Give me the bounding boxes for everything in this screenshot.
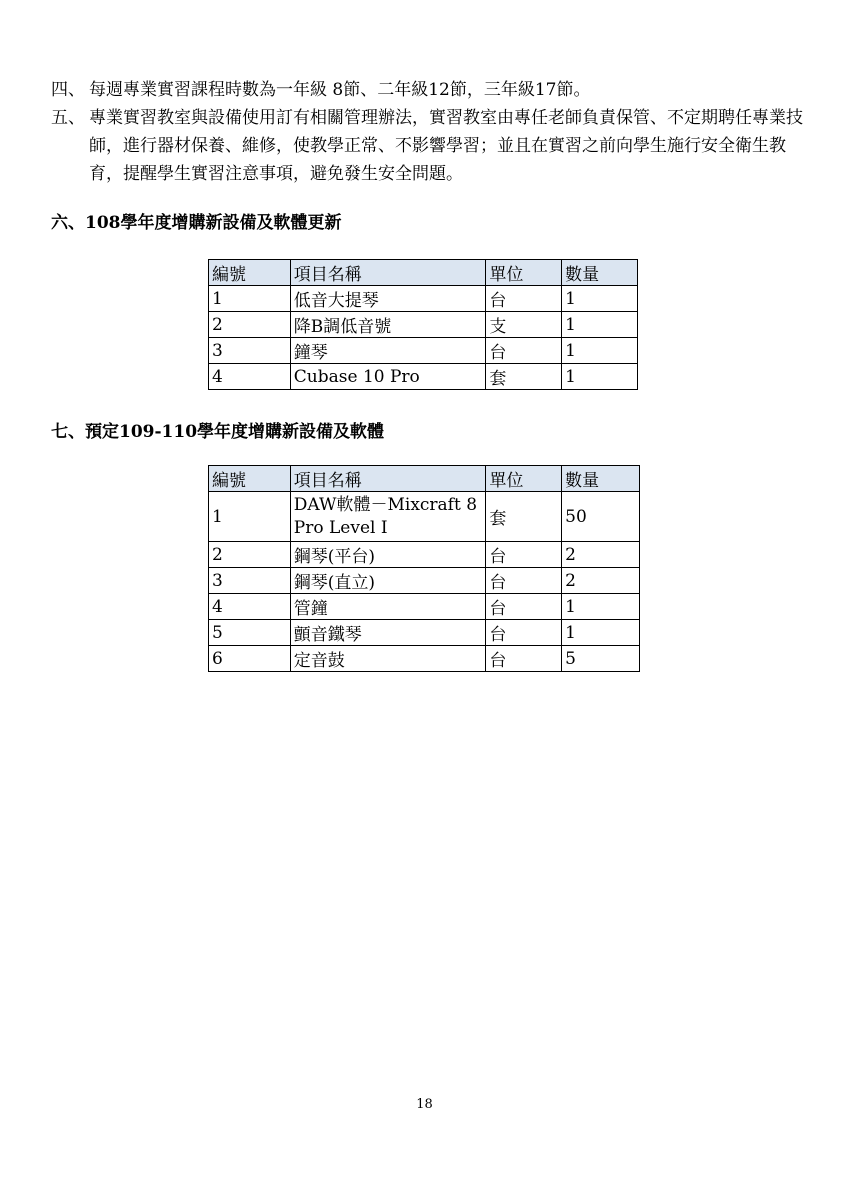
table-cell: 2 — [209, 542, 291, 568]
paragraph-5 — [51, 104, 811, 188]
table-cell: 5 — [209, 620, 291, 646]
paragraph-4 — [51, 76, 811, 104]
table-cell: Cubase 10 Pro — [290, 364, 486, 390]
equipment-table-108 — [208, 259, 638, 390]
table-cell: 套 — [486, 492, 562, 542]
table-cell: 4 — [209, 594, 291, 620]
table-cell: 套 — [486, 364, 562, 390]
header-cell: 單位 — [486, 466, 562, 492]
table-row — [209, 542, 640, 568]
table-cell: 3 — [209, 568, 291, 594]
table-cell: DAW軟體－Mixcraft 8 Pro Level I — [290, 492, 486, 542]
paragraph-text: 每週專業實習課程時數為一年級 8節、二年級12節，三年級17節。 — [89, 80, 591, 100]
table-cell: 顫音鐵琴 — [290, 620, 486, 646]
table-cell: 1 — [209, 492, 291, 542]
table-row — [209, 312, 638, 338]
table-cell: 3 — [209, 338, 291, 364]
table-cell: 1 — [562, 312, 638, 338]
table-cell: 台 — [486, 620, 562, 646]
section-7-heading: 七、預定109-110學年度增購新設備及軟體 — [51, 422, 385, 442]
paragraph-text: 專業實習教室與設備使用訂有相關管理辦法，實習教室由專任老師負責保管、不定期聘任專業技師，進行器材保養、維修，使教學正常、不影響學習；並且在實習之前向學生施行安全衛生教育，提醒學生實習注意事項，避免發生安全問題。 — [89, 108, 803, 184]
table-cell: 降B調低音號 — [290, 312, 486, 338]
table-cell: 2 — [209, 312, 291, 338]
header-cell: 編號 — [209, 260, 291, 286]
table-cell: 鐘琴 — [290, 338, 486, 364]
table-cell: 定音鼓 — [290, 646, 486, 672]
page-number: 18 — [416, 1097, 433, 1112]
table-cell: 4 — [209, 364, 291, 390]
table-header-row — [209, 260, 638, 286]
table-cell: 低音大提琴 — [290, 286, 486, 312]
section-6-heading: 六、108學年度增購新設備及軟體更新 — [51, 213, 342, 233]
table-row — [209, 338, 638, 364]
table-cell: 1 — [562, 338, 638, 364]
table-row — [209, 492, 640, 542]
table-cell: 台 — [486, 646, 562, 672]
table-cell: 5 — [562, 646, 640, 672]
table-cell: 台 — [486, 542, 562, 568]
table-cell: 2 — [562, 568, 640, 594]
table-cell: 鋼琴(平台) — [290, 542, 486, 568]
header-cell: 數量 — [562, 466, 640, 492]
paragraph-number: 四、 — [51, 80, 85, 100]
header-cell: 項目名稱 — [290, 260, 486, 286]
table-row — [209, 364, 638, 390]
table-cell: 台 — [486, 594, 562, 620]
paragraph-number: 五、 — [51, 108, 85, 128]
table-cell: 鋼琴(直立) — [290, 568, 486, 594]
table-cell: 1 — [562, 286, 638, 312]
table-cell: 台 — [486, 338, 562, 364]
table-cell: 2 — [562, 542, 640, 568]
table-cell: 台 — [486, 568, 562, 594]
equipment-table-109-110 — [208, 465, 640, 672]
table-cell: 台 — [486, 286, 562, 312]
header-cell: 數量 — [562, 260, 638, 286]
table-row — [209, 620, 640, 646]
table-cell: 1 — [209, 286, 291, 312]
header-cell: 項目名稱 — [290, 466, 486, 492]
table-cell: 1 — [562, 620, 640, 646]
table-cell: 6 — [209, 646, 291, 672]
header-cell: 編號 — [209, 466, 291, 492]
table-row — [209, 568, 640, 594]
table-cell: 50 — [562, 492, 640, 542]
table-cell: 支 — [486, 312, 562, 338]
table-cell: 1 — [562, 364, 638, 390]
table-header-row — [209, 466, 640, 492]
table-cell: 管鐘 — [290, 594, 486, 620]
table-row — [209, 646, 640, 672]
table-row — [209, 286, 638, 312]
table-cell: 1 — [562, 594, 640, 620]
table-row — [209, 594, 640, 620]
header-cell: 單位 — [486, 260, 562, 286]
